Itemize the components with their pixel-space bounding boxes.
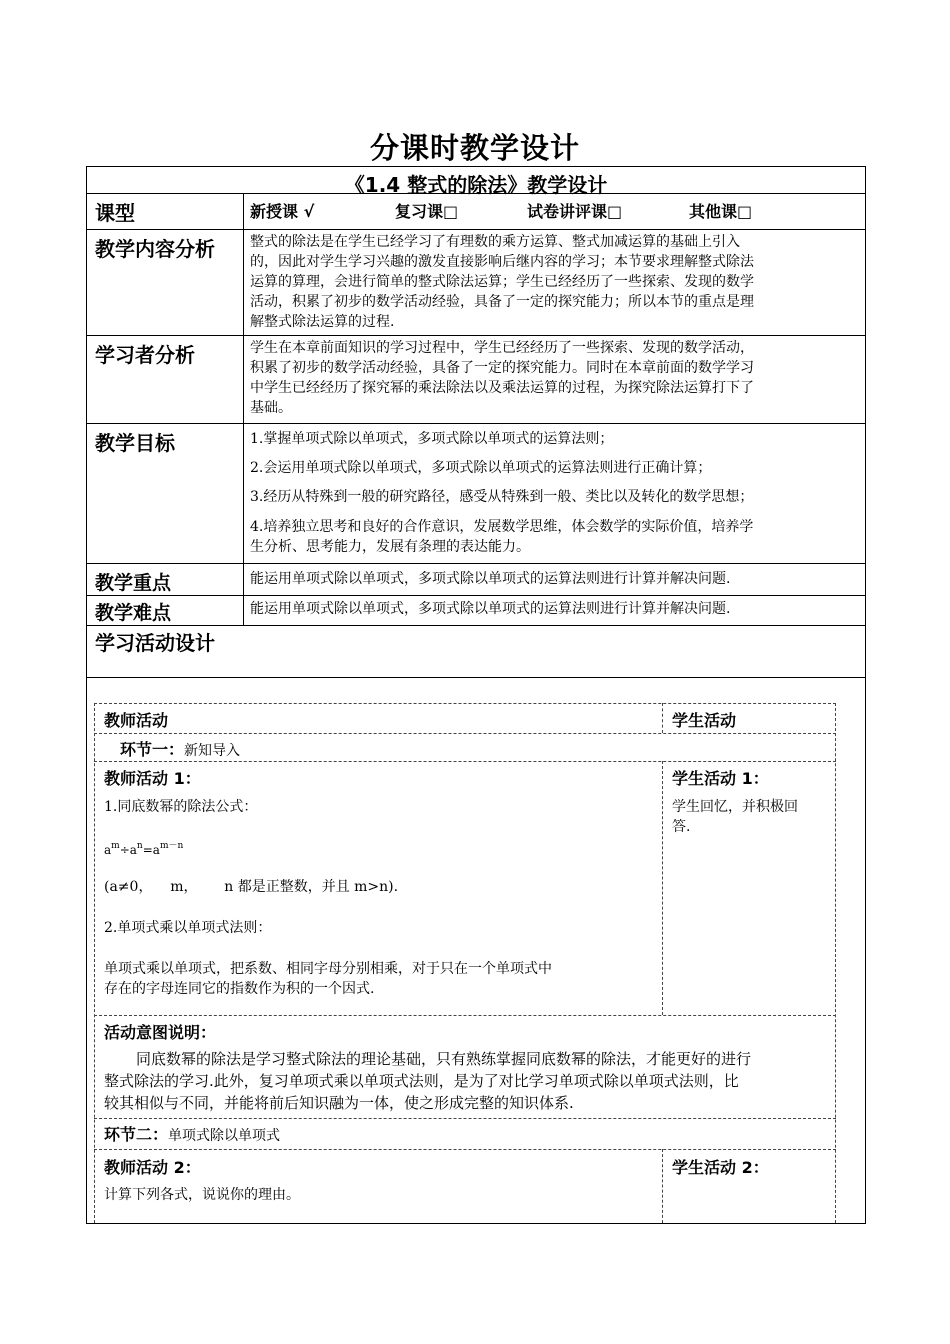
teacher-activity-1-title: 教师活动 1： bbox=[104, 769, 201, 788]
difficulty-text: 能运用单项式除以单项式，多项式除以单项式的运算法则进行计算并解决问题. bbox=[250, 601, 731, 617]
activity-intent-title: 活动意图说明： bbox=[104, 1023, 217, 1042]
objective-4: 4.培养独立思考和良好的合作意识，发展数学思维，体会数学的实际价值，培养学 生分析、思考能力，发展有条理的表达能力。 bbox=[250, 519, 754, 555]
student-activity-2-title: 学生活动 2： bbox=[672, 1158, 769, 1177]
learner-analysis-text: 学生在本章前面知识的学习过程中，学生已经经历了一些探索、发现的数学活动， 积累了初步的数学活动经验，具备了一定的探究能力。同时在本章前面的数学学习 中学生已经经历了探究幂的乘法除法以及乘法运算的过程，为探究除法运算打下了 基础。 bbox=[250, 340, 754, 416]
student-activity-1-title: 学生活动 1： bbox=[672, 769, 769, 788]
teacher-activity-2-title: 教师活动 2： bbox=[104, 1158, 201, 1177]
student-activity-1-text: 学生回忆，并积极回 答. bbox=[672, 799, 798, 835]
section-1-heading: 环节一：新知导入 bbox=[120, 740, 241, 759]
key-point-text: 能运用单项式除以单项式，多项式除以单项式的运算法则进行计算并解决问题. bbox=[250, 571, 731, 587]
power-division-formula: $a^m\div a^n=a^{m-n}$ bbox=[104, 841, 184, 857]
objectives-label: 教学目标 bbox=[95, 431, 175, 455]
option-review-lesson: 复习课□ bbox=[395, 202, 459, 221]
page-title: 分课时教学设计 bbox=[369, 131, 580, 165]
header-student-activity: 学生活动 bbox=[672, 711, 737, 730]
monomial-multiplication-rule: 单项式乘以单项式，把系数、相同字母分别相乘，对于只在一个单项式中 存在的字母连同它的指数作为积的一个因式. bbox=[104, 961, 552, 997]
content-analysis-label: 教学内容分析 bbox=[95, 237, 215, 261]
option-exam-review-lesson: 试卷讲评课□ bbox=[527, 202, 623, 221]
activity-design-label: 学习活动设计 bbox=[95, 631, 215, 655]
teacher-activity-1-item-2: 2.单项式乘以单项式法则： bbox=[104, 920, 272, 936]
option-new-lesson: 新授课 √ bbox=[250, 202, 315, 221]
teacher-activity-1-item-1: 1.同底数幂的除法公式： bbox=[104, 799, 258, 815]
option-other-lesson: 其他课□ bbox=[689, 202, 753, 221]
content-analysis-text: 整式的除法是在学生已经学习了有理数的乘方运算、整式加减运算的基础上引入 的，因此对学生学习兴趣的激发直接影响后继内容的学习；本节要求理解整式除法 运算的算理，会进行简单的整式除法运算；学生已经经历了一些探索、发现的数学 活动，积累了初步的数学活动经验，具备了一定的探究能力；所以本节的重点是理 解整式除法运算的过程. bbox=[250, 234, 754, 330]
activity-intent-text: 同底数幂的除法是学习整式除法的理论基础，只有熟练掌握同底数幂的除法，才能更好的进行 整式除法的学习.此外，复习单项式乘以单项式法则，是为了对比学习单项式除以单项式法则，比 较其相似与不同，并能将前后知识融为一体，使之形成完整的知识体系. bbox=[104, 1050, 752, 1112]
learner-analysis-label: 学习者分析 bbox=[95, 343, 195, 367]
difficulty-label: 教学难点 bbox=[95, 602, 172, 624]
key-point-label: 教学重点 bbox=[95, 572, 172, 594]
teacher-activity-2-text: 计算下列各式，说说你的理由。 bbox=[104, 1187, 300, 1203]
design-title: 《1.4 整式的除法》教学设计 bbox=[344, 173, 608, 197]
objective-2: 2.会运用单项式除以单项式，多项式除以单项式的运算法则进行正确计算； bbox=[250, 460, 712, 476]
objective-1: 1.掌握单项式除以单项式，多项式除以单项式的运算法则； bbox=[250, 431, 614, 447]
formula-condition: (a≠0， m， n 都是正整数，并且 m>n). bbox=[104, 879, 399, 895]
section-2-heading: 环节二：单项式除以单项式 bbox=[104, 1125, 281, 1144]
objective-3: 3.经历从特殊到一般的研究路径，感受从特殊到一般、类比以及转化的数学思想； bbox=[250, 489, 754, 505]
course-type-label: 课型 bbox=[95, 201, 135, 225]
header-teacher-activity: 教师活动 bbox=[104, 711, 169, 730]
activity-table bbox=[94, 703, 836, 1223]
